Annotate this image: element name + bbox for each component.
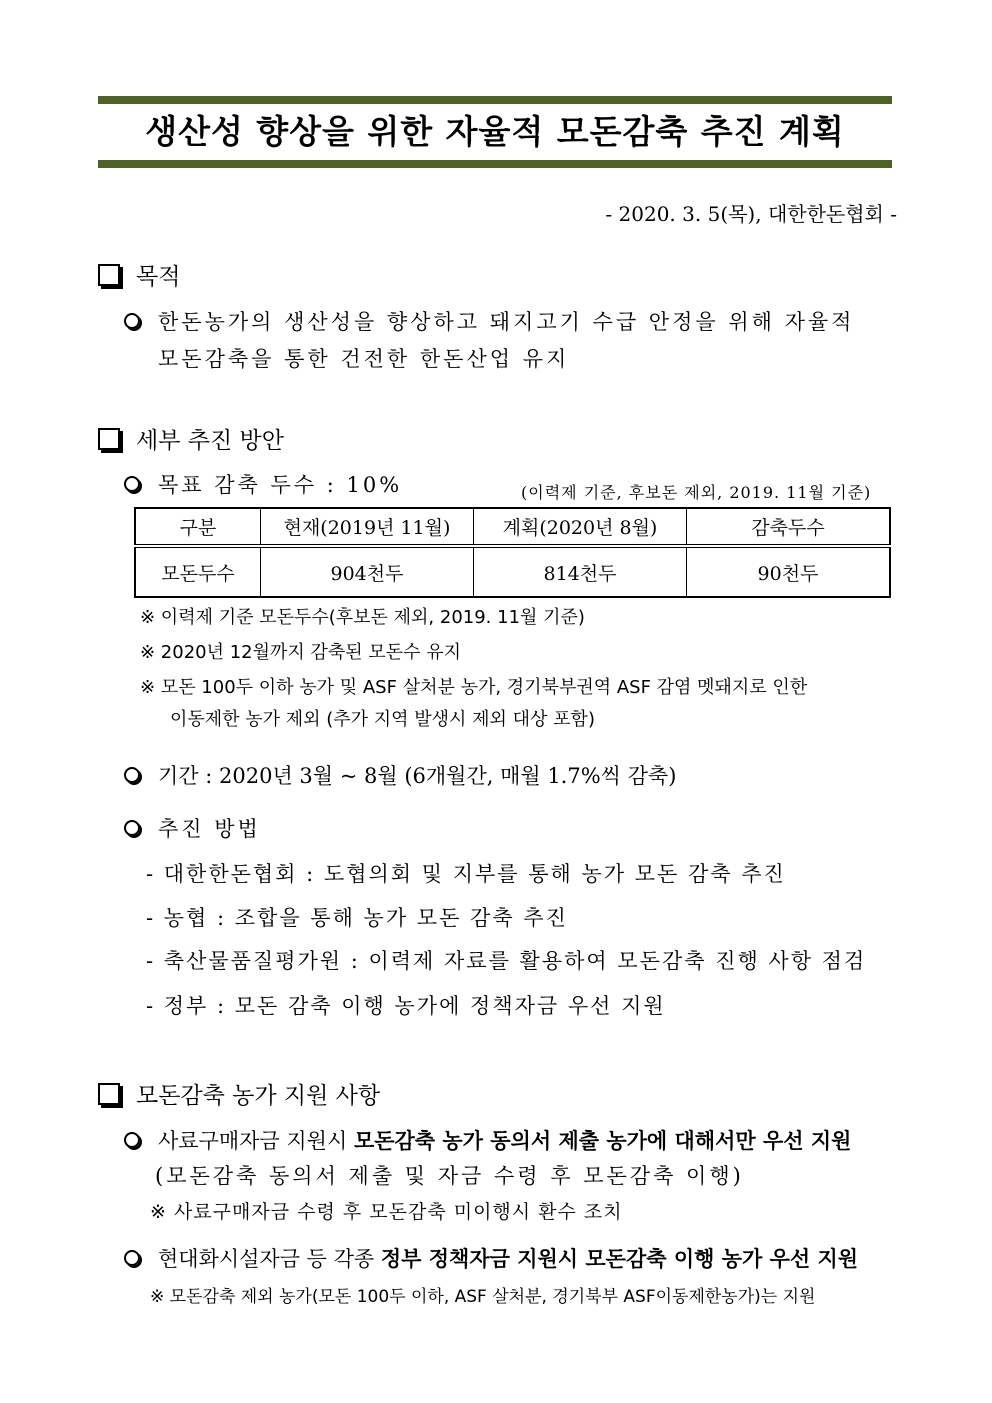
circle-bullet-icon <box>124 767 140 783</box>
page-title: 생산성 향상을 위한 자율적 모돈감축 추진 계획 <box>145 112 845 151</box>
table-header-cell: 구분 <box>135 508 261 546</box>
bullet-text: 한돈농가의 생산성을 향상하고 돼지고기 수급 안정을 위해 자율적 <box>158 310 855 334</box>
target-note: (이력제 기준, 후보돈 제외, 2019. 11월 기준) <box>521 483 872 502</box>
table-row <box>135 546 890 597</box>
bullet-facility-fund <box>124 1243 858 1273</box>
bullet-method <box>124 813 261 843</box>
title-bottom-rule <box>98 160 892 168</box>
note-line: ※ 2020년 12월까지 감축된 모돈수 유지 <box>140 642 462 663</box>
bullet-text: 사료구매자금 지원시 <box>158 1129 354 1153</box>
note-line: ※ 이력제 기준 모돈두수(후보돈 제외, 2019. 11월 기준) <box>140 607 585 628</box>
section-title: 모돈감축 농가 지원 사항 <box>136 1083 381 1109</box>
circle-bullet-icon <box>124 1132 140 1148</box>
bullet-text: 현대화시설자금 등 각종 <box>158 1247 381 1271</box>
bullet-purpose <box>124 306 854 336</box>
bullet-feed-fund <box>124 1125 851 1155</box>
method-item: - 축산물품질평가원 : 이력제 자료를 활용하여 모돈감축 진행 사항 점검 <box>146 949 867 973</box>
circle-bullet-icon <box>124 313 140 329</box>
circle-bullet-icon <box>124 476 140 492</box>
note-line: ※ 사료구매자금 수령 후 모돈감축 미이행시 환수 조치 <box>150 1201 623 1223</box>
bullet-target <box>124 469 402 499</box>
reduction-table <box>134 507 891 598</box>
circle-bullet-icon <box>124 1250 140 1266</box>
section-heading-plan <box>98 422 284 455</box>
bullet-period <box>124 760 676 790</box>
title-banner <box>98 96 892 168</box>
checkbox-square-icon <box>98 264 120 286</box>
table-cell: 모돈두수 <box>135 546 261 597</box>
table-header-cell: 감축두수 <box>687 508 891 546</box>
note-line: ※ 모돈 100두 이하 농가 및 ASF 살처분 농가, 경기북부권역 ASF 감염 멧돼지로 인한 <box>140 677 808 698</box>
section-heading-purpose <box>98 258 180 291</box>
checkbox-square-icon <box>98 428 120 450</box>
bullet-text: 목표 감축 두수 : 10% <box>158 473 403 497</box>
title-top-rule <box>98 96 892 104</box>
table-cell: 904천두 <box>261 546 474 597</box>
bullet-text-bold: 정부 정책자금 지원시 모돈감축 이행 농가 우선 지원 <box>380 1246 859 1271</box>
bullet-text: 기간 : 2020년 3월 ~ 8월 (6개월간, 매월 1.7%씩 감축) <box>158 764 677 788</box>
bullet-continuation: (모돈감축 동의서 제출 및 자금 수령 후 모돈감축 이행) <box>155 1164 744 1188</box>
section-heading-support <box>98 1077 380 1110</box>
table-cell: 90천두 <box>687 546 891 597</box>
bullet-text-bold: 모돈감축 농가 동의서 제출 농가에 대해서만 우선 지원 <box>353 1128 852 1153</box>
bullet-text: 추진 방법 <box>158 817 261 841</box>
method-item: - 대한한돈협회 : 도협의회 및 지부를 통해 농가 모돈 감축 추진 <box>146 862 786 886</box>
table-header-row <box>135 508 890 546</box>
section-title: 목적 <box>136 264 181 290</box>
method-item: - 농협 : 조합을 통해 농가 모돈 감축 추진 <box>146 906 568 930</box>
table-cell: 814천두 <box>474 546 687 597</box>
note-line: ※ 모돈감축 제외 농가(모돈 100두 이하, ASF 살처분, 경기북부 ASF이동제한농가)는 지원 <box>150 1287 816 1307</box>
checkbox-square-icon <box>98 1083 120 1105</box>
method-item: - 정부 : 모돈 감축 이행 농가에 정책자금 우선 지원 <box>146 994 666 1018</box>
circle-bullet-icon <box>124 820 140 836</box>
table-header-cell: 계획(2020년 8월) <box>474 508 687 546</box>
section-title: 세부 추진 방안 <box>136 428 284 454</box>
note-line: 이동제한 농가 제외 (추가 지역 발생시 제외 대상 포함) <box>170 709 595 730</box>
table-header-cell: 현재(2019년 11월) <box>261 508 474 546</box>
bullet-continuation: 모돈감축을 통한 건전한 한돈산업 유지 <box>158 347 570 371</box>
date-line: - 2020. 3. 5(목), 대한한돈협회 - <box>605 202 897 226</box>
